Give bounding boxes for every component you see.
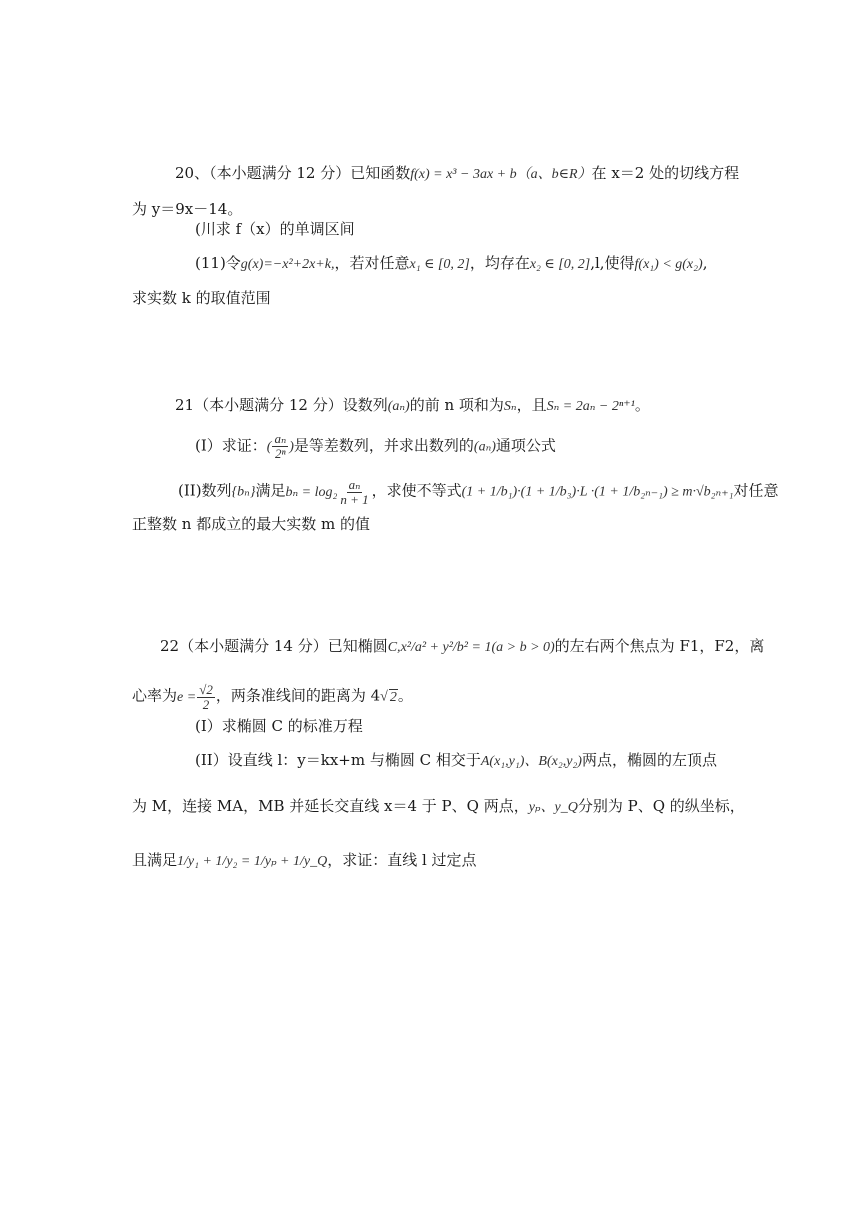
q21-part1: (I）求证：( $\frac{\text{aₙ}}{\text{2ⁿ}}$ )是等差数列，并求出数列的(aₙ)通项公式 — [195, 431, 556, 461]
q20-func-formula: f(x) = x³ − 3ax + b — [410, 167, 517, 182]
q22-yp-yq: yₚ、y_Q — [528, 800, 578, 815]
q21-bn-formula: bₙ = log₂ $\frac{\text{aₙ}}{n + 1}$ — [285, 477, 369, 507]
q21-sn-formula: Sₙ = 2aₙ − 2ⁿ⁺¹ — [546, 399, 635, 414]
q20-x1-range: x₁ ∈ [0, 2] — [409, 257, 470, 272]
q22-line1: 22（本小题满分 14 分）已知椭圆C,x²/a² + y²/b² = 1(a > b > 0)的左右两个焦点为 F1，F2，离 — [160, 637, 765, 655]
q21-part1-fraction: $\frac{\text{aₙ}}{\text{2ⁿ}}$ — [274, 431, 287, 461]
q22-ellipse-equation: x²/a² + y²/b² = 1(a > b > 0) — [400, 640, 555, 655]
q22-sqrt2: 2 — [389, 689, 397, 705]
q21-product-inequality: (1 + 1/b₁)·(1 + 1/b₃)·L ·(1 + 1/b₂ₙ₋₁) ≥ m·√b₂ₙ₊₁ — [461, 484, 734, 500]
q21-sn: Sₙ — [503, 399, 517, 414]
q20-line2: 为 y＝9x－14。 — [132, 200, 243, 218]
q20-x2-range: x₂ ∈ [0, 2] — [529, 257, 591, 272]
q22-line6: 且满足1/y₁ + 1/y₂ = 1/yₚ + 1/y_Q，求证：直线 l 过定点 — [132, 851, 477, 869]
q21-line1: 21（本小题满分 12 分）设数列(aₙ)的前 n 项和为Sₙ，且Sₙ = 2aₙ − 2ⁿ⁺¹。 — [175, 396, 650, 414]
q20-intro: 20、（本小题满分 12 分）已知函数 — [175, 164, 411, 182]
q20-line1 — [175, 163, 739, 185]
q21-part2: (II)数列{bₙ}满足bₙ = log₂ $\frac{\text{aₙ}}{n + 1}$ ，求使不等式(1 + 1/b₁)·(1 + 1/b₃)·L ·(1 + 1/b₂ₙ₋₁) ≥ m·√b₂ₙ₊₁对任意 — [178, 477, 779, 507]
q21-seq-a: (aₙ) — [387, 399, 410, 414]
q22-part2: (II）设直线 l：y＝kx+m 与椭圆 C 相交于A(x₁,y₁)、B(x₂,y₂)两点，椭圆的左顶点 — [195, 751, 717, 769]
q20-line1-end: 在 x＝2 处的切线方程 — [591, 164, 740, 182]
q20-domain: （a、b∈R） — [516, 167, 592, 182]
q20-inequality: f(x₁) < g(x₂) — [634, 257, 703, 272]
q22-point-b: B(x₂,y₂) — [538, 754, 582, 769]
q22-part1: (I）求椭圆 C 的标准万程 — [195, 717, 363, 735]
q20-part1: (川求 f（x）的单调区间 — [195, 220, 355, 238]
q20-line5: 求实数 k 的取值范围 — [132, 289, 271, 307]
q22-line5: 为 M，连接 MA，MB 并延长交直线 x＝4 于 P、Q 两点，yₚ、y_Q分别为 P、Q 的纵坐标， — [132, 797, 745, 815]
q21-seq-b: {bₙ} — [231, 484, 256, 500]
q22-eccentricity: e = $\frac{√2}{2}$ — [177, 682, 213, 712]
q22-c-label: C, — [387, 640, 401, 655]
q21-line4: 正整数 n 都成立的最大实数 m 的值 — [132, 515, 370, 533]
q22-line2: 心率为e = $\frac{√2}{2}$ ，两条准线间的距离为 4√ 2。 — [132, 682, 413, 712]
q20-g-formula: g(x)=−x²+2x+k, — [240, 257, 335, 272]
q20-part2: (11)令g(x)=−x²+2x+k,，若对任意x₁ ∈ [0, 2]，均存在x₂ ∈ [0, 2],l,使得f(x₁) < g(x₂), — [195, 254, 708, 272]
q22-condition: 1/y₁ + 1/y₂ = 1/yₚ + 1/y_Q — [177, 854, 328, 869]
q22-point-a: A(x₁,y₁)、 — [480, 754, 539, 769]
